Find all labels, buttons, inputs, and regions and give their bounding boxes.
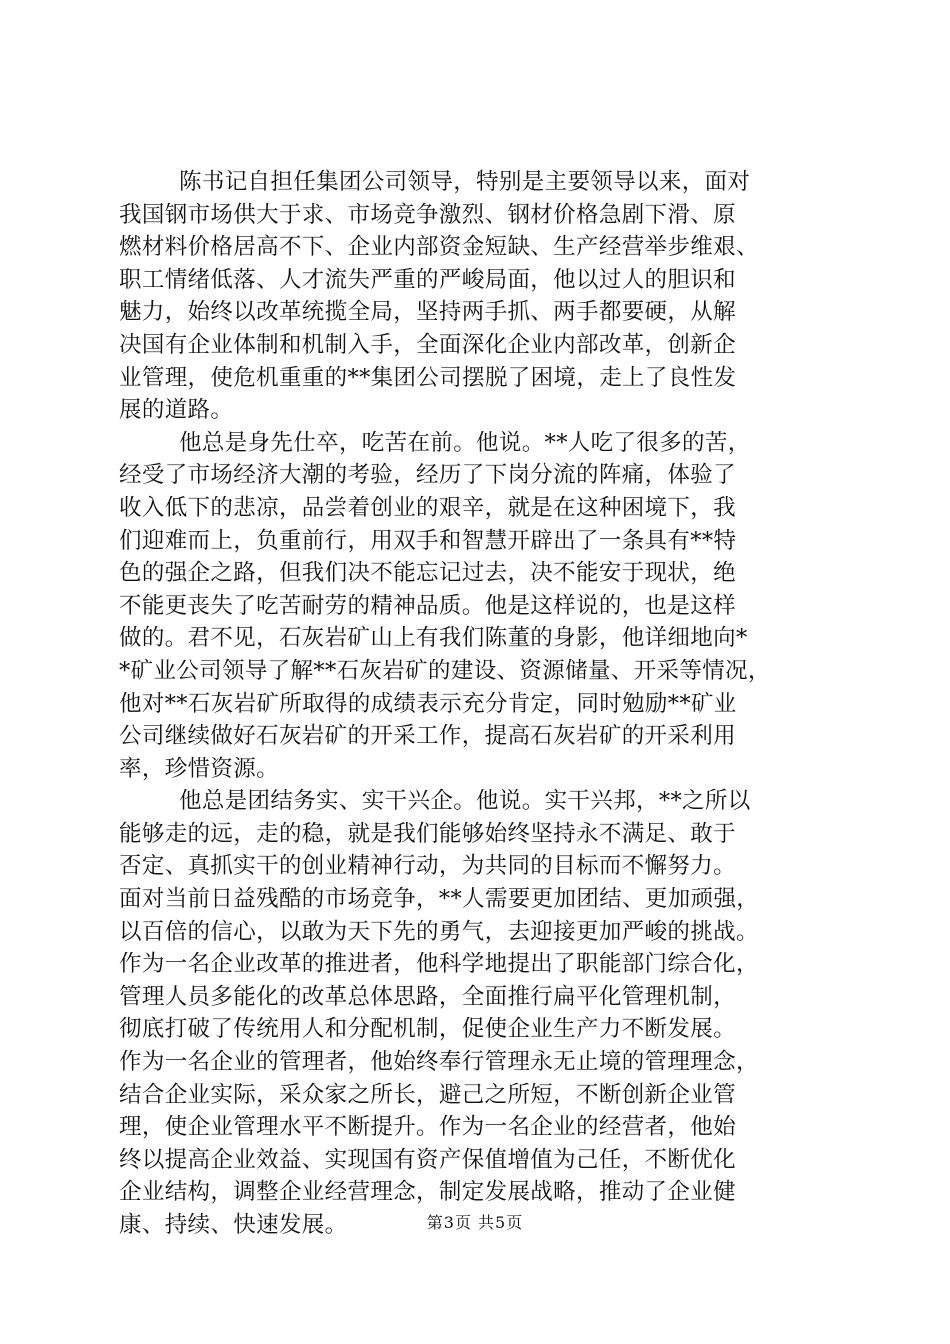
- text-line: 职工情绪低落、人才流失严重的严峻局面，他以过人的胆识和: [119, 266, 736, 293]
- text-line: 理，使企业管理水平不断提升。作为一名企业的经营者，他始: [119, 1114, 736, 1141]
- text-line: 以百倍的信心，以敢为天下先的勇气，去迎接更加严峻的挑战。: [119, 918, 759, 945]
- text-line: 结合企业实际，采众家之所长，避己之所短，不断创新企业管: [119, 1081, 736, 1108]
- text-line: 不能更丧失了吃苦耐劳的精神品质。他是这样说的，也是这样: [119, 592, 736, 619]
- text-line: 燃材料价格居高不下、企业内部资金短缺、生产经营举步维艰、: [119, 234, 759, 261]
- text-line: 业管理，使危机重重的**集团公司摆脱了困境，走上了良性发: [119, 364, 737, 391]
- body-text: [119, 166, 841, 1242]
- text-line: 他总是身先仕卒，吃苦在前。他说。**人吃了很多的苦，: [179, 429, 751, 456]
- text-line: 管理人员多能化的改革总体思路，全面推行扁平化管理机制，: [119, 983, 736, 1010]
- text-line: 们迎难而上，负重前行，用双手和智慧开辟出了一条具有**特: [119, 527, 737, 554]
- paragraph-1: [119, 166, 841, 427]
- text-line: 公司继续做好石灰岩矿的开采工作，提高石灰岩矿的开采利用: [119, 723, 736, 750]
- text-line: 决国有企业体制和机制入手，全面深化企业内部改革，创新企: [119, 331, 736, 358]
- text-line: 经受了市场经济大潮的考验，经历了下岗分流的阵痛，体验了: [119, 462, 736, 489]
- text-line: 他对**石灰岩矿所取得的成绩表示充分肯定，同时勉励**矿业: [119, 690, 737, 717]
- text-line: 收入低下的悲凉，品尝着创业的艰辛，就是在这种困境下，我: [119, 494, 736, 521]
- text-line: 色的强企之路，但我们决不能忘记过去，决不能安于现状，绝: [119, 560, 736, 587]
- text-line: 陈书记自担任集团公司领导，特别是主要领导以来，面对: [179, 169, 751, 195]
- text-line: 我国钢市场供大于求、市场竞争激烈、钢材价格急剧下滑、原: [119, 201, 736, 228]
- text-line: 率，珍惜资源。: [119, 755, 279, 782]
- text-line: 彻底打破了传统用人和分配机制，促使企业生产力不断发展。: [119, 1016, 736, 1043]
- text-line: 企业结构，调整企业经营理念，制定发展战略，推动了企业健: [119, 1179, 736, 1206]
- text-line: 康、持续、快速发展。: [119, 1212, 348, 1238]
- text-line: *矿业公司领导了解**石灰岩矿的建设、资源储量、开采等情况，: [119, 657, 771, 684]
- text-line: 能够走的远，走的稳，就是我们能够始终坚持永不满足、敢于: [119, 820, 736, 847]
- text-line: 否定、真抓实干的创业精神行动，为共同的目标而不懈努力。: [119, 853, 736, 880]
- paragraph-3: [119, 785, 841, 1241]
- text-line: 作为一名企业的管理者，他始终奉行管理永无止境的管理理念，: [119, 1049, 759, 1076]
- text-line: 作为一名企业改革的推进者，他科学地提出了职能部门综合化，: [119, 951, 759, 978]
- page-footer: [0, 1212, 950, 1234]
- paragraph-2: [119, 427, 841, 786]
- text-line: 魅力，始终以改革统揽全局，坚持两手抓、两手都要硬，从解: [119, 299, 736, 326]
- text-line: 他总是团结务实、实干兴企。他说。实干兴邦，**之所以: [179, 788, 751, 815]
- text-line: 面对当前日益残酷的市场竞争，**人需要更加团结、更加顽强，: [119, 886, 760, 913]
- text-line: 终以提高企业效益、实现国有资产保值增值为己任，不断优化: [119, 1146, 736, 1173]
- text-line: 做的。君不见，石灰岩矿山上有我们陈董的身影，他详细地向*: [119, 625, 748, 652]
- page-number: 第3页 共5页: [426, 1213, 524, 1232]
- text-line: 展的道路。: [119, 397, 234, 424]
